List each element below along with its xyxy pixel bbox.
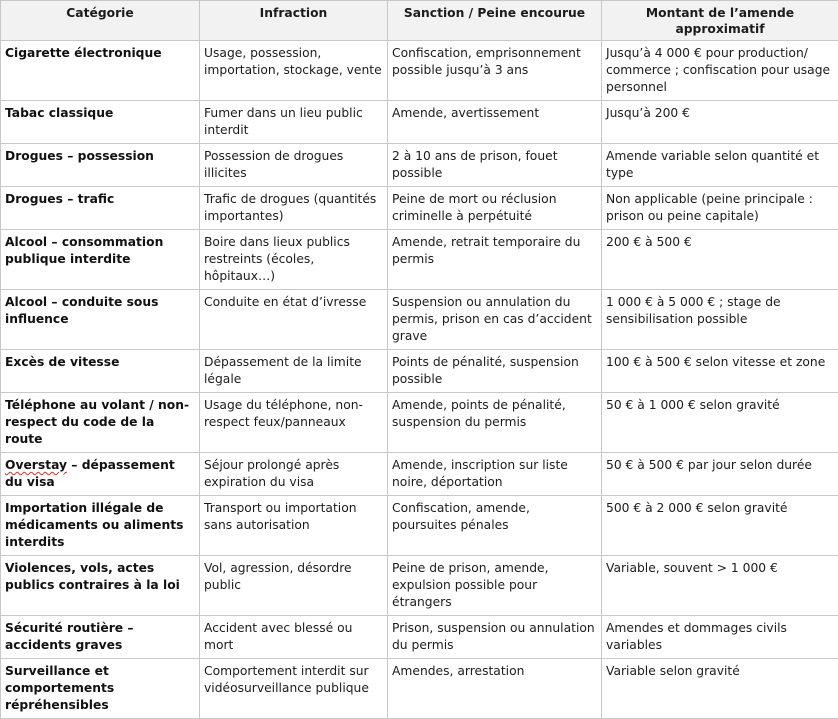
cell-sanction: 2 à 10 ans de prison, fouet possible: [388, 144, 602, 187]
cell-infraction: Trafic de drogues (quantités importantes): [200, 187, 388, 230]
cell-category: Tabac classique: [1, 101, 200, 144]
table-row: [1, 616, 838, 659]
cell-category: Drogues – possession: [1, 144, 200, 187]
cell-amount: Amende variable selon quantité et type: [602, 144, 838, 187]
cell-amount: Amendes et dommages civils variables: [602, 616, 838, 659]
cell-infraction: Usage, possession, importation, stockage, vente: [200, 41, 388, 101]
table-row: [1, 393, 838, 453]
cell-infraction: Séjour prolongé après expiration du visa: [200, 453, 388, 496]
header-row: [1, 1, 838, 41]
cell-amount: 50 € à 500 € par jour selon durée: [602, 453, 838, 496]
cell-category: Surveillance et comportements répréhensibles: [1, 659, 200, 719]
table-row: [1, 144, 838, 187]
cell-amount: Jusqu’à 4 000 € pour production/ commerce ; confiscation pour usage personnel: [602, 41, 838, 101]
cell-sanction: Amende, points de pénalité, suspension du permis: [388, 393, 602, 453]
cell-category: Cigarette électronique: [1, 41, 200, 101]
cell-sanction: Peine de prison, amende, expulsion possible pour étrangers: [388, 556, 602, 616]
table-row: [1, 556, 838, 616]
cell-infraction: Boire dans lieux publics restreints (écoles, hôpitaux…): [200, 230, 388, 290]
table-row: [1, 659, 838, 719]
cell-amount: 50 € à 1 000 € selon gravité: [602, 393, 838, 453]
category-text: – dépassement du visa: [5, 458, 175, 489]
header-sanction: Sanction / Peine encourue: [388, 1, 602, 41]
cell-infraction: Transport ou importation sans autorisation: [200, 496, 388, 556]
cell-amount: 100 € à 500 € selon vitesse et zone: [602, 350, 838, 393]
cell-sanction: Amende, avertissement: [388, 101, 602, 144]
cell-category: Alcool – consommation publique interdite: [1, 230, 200, 290]
cell-amount: Non applicable (peine principale : prison ou peine capitale): [602, 187, 838, 230]
cell-category: Alcool – conduite sous influence: [1, 290, 200, 350]
cell-infraction: Fumer dans un lieu public interdit: [200, 101, 388, 144]
cell-sanction: Confiscation, emprisonnement possible jusqu’à 3 ans: [388, 41, 602, 101]
table-row: [1, 230, 838, 290]
cell-amount: Variable, souvent > 1 000 €: [602, 556, 838, 616]
cell-category: Importation illégale de médicaments ou aliments interdits: [1, 496, 200, 556]
cell-sanction: Prison, suspension ou annulation du permis: [388, 616, 602, 659]
cell-infraction: Possession de drogues illicites: [200, 144, 388, 187]
cell-infraction: Conduite en état d’ivresse: [200, 290, 388, 350]
table-row: [1, 41, 838, 101]
table-body: [1, 41, 838, 719]
cell-infraction: Accident avec blessé ou mort: [200, 616, 388, 659]
cell-infraction: Usage du téléphone, non-respect feux/panneaux: [200, 393, 388, 453]
header-amount: Montant de l’amende approximatif: [602, 1, 838, 41]
cell-amount: 500 € à 2 000 € selon gravité: [602, 496, 838, 556]
cell-category: Excès de vitesse: [1, 350, 200, 393]
cell-amount: 200 € à 500 €: [602, 230, 838, 290]
cell-sanction: Amende, inscription sur liste noire, déportation: [388, 453, 602, 496]
table-row: [1, 496, 838, 556]
cell-category: Violences, vols, actes publics contraires à la loi: [1, 556, 200, 616]
table-header: [1, 1, 838, 41]
cell-amount: 1 000 € à 5 000 € ; stage de sensibilisation possible: [602, 290, 838, 350]
cell-sanction: Peine de mort ou réclusion criminelle à perpétuité: [388, 187, 602, 230]
cell-amount: Jusqu’à 200 €: [602, 101, 838, 144]
table-row: [1, 101, 838, 144]
cell-sanction: Suspension ou annulation du permis, prison en cas d’accident grave: [388, 290, 602, 350]
table-row: [1, 187, 838, 230]
cell-infraction: Dépassement de la limite légale: [200, 350, 388, 393]
table-row: [1, 350, 838, 393]
table-row: [1, 290, 838, 350]
cell-infraction: Comportement interdit sur vidéosurveillance publique: [200, 659, 388, 719]
cell-category: Téléphone au volant / non-respect du code de la route: [1, 393, 200, 453]
cell-sanction: Amendes, arrestation: [388, 659, 602, 719]
cell-category: Sécurité routière – accidents graves: [1, 616, 200, 659]
cell-sanction: Amende, retrait temporaire du permis: [388, 230, 602, 290]
cell-amount: Variable selon gravité: [602, 659, 838, 719]
cell-category: [1, 453, 200, 496]
header-category: Catégorie: [1, 1, 200, 41]
cell-category: Drogues – trafic: [1, 187, 200, 230]
table-row: [1, 453, 838, 496]
cell-infraction: Vol, agression, désordre public: [200, 556, 388, 616]
cell-sanction: Confiscation, amende, poursuites pénales: [388, 496, 602, 556]
spellcheck-underlined-word[interactable]: Overstay: [5, 458, 67, 472]
header-infraction: Infraction: [200, 1, 388, 41]
cell-sanction: Points de pénalité, suspension possible: [388, 350, 602, 393]
